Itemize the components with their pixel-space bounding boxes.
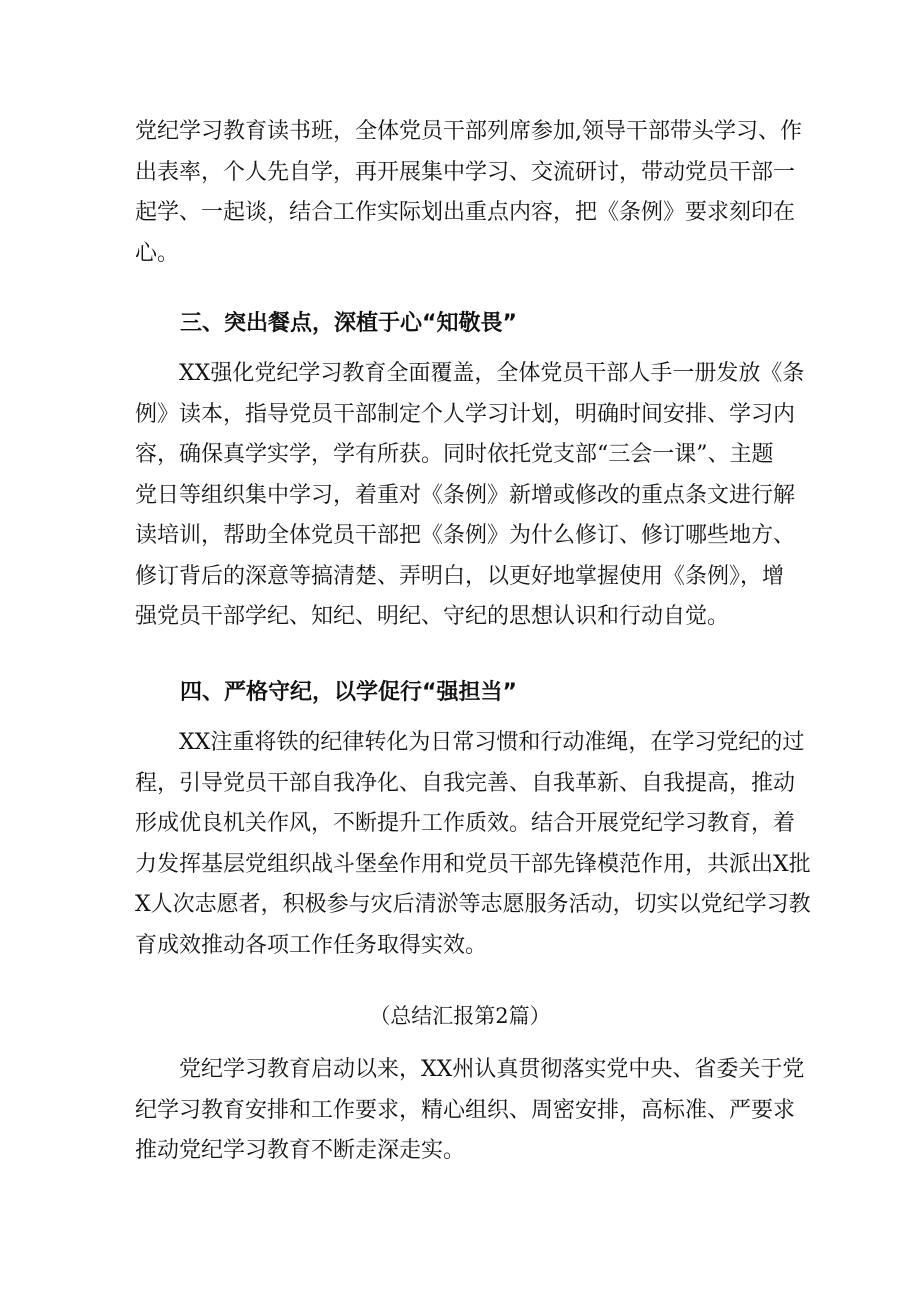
text-line: 强党员干部学纪、知纪、明纪、守纪的思想认识和行动自觉。 bbox=[135, 604, 730, 629]
text-line: 党纪学习教育读书班，全体党员干部列席参加,领导干部带头学习、作 bbox=[135, 119, 802, 144]
text-line: 心。 bbox=[135, 240, 180, 266]
text-line: 修订背后的深意等搞清楚、弄明白，以更好地掌握使用《条例》，增 bbox=[135, 563, 785, 589]
text-line: 育成效推动各项工作任务取得实效。 bbox=[135, 932, 488, 958]
text-line: XX强化党纪学习教育全面覆盖，全体党员干部人手一册发放《条 bbox=[179, 361, 805, 386]
intro-paragraph bbox=[135, 112, 802, 274]
text-line: 力发挥基层党组织战斗堡垒作用和党员干部先锋模范作用，共派出X批 bbox=[135, 851, 811, 877]
part-2-paragraph bbox=[135, 1050, 805, 1172]
section-4-heading: 四、严格守纪，以学促行“强担当” bbox=[180, 680, 517, 705]
text-line: 读培训，帮助全体党员干部把《条例》为什么修订、修订哪些地方、 bbox=[135, 523, 796, 548]
section-3-heading: 三、突出餐点，深植于心“知敬畏” bbox=[180, 311, 517, 336]
text-line: X人次志愿者，积极参与灾后清淤等志愿服务活动，切实以党纪学习教 bbox=[135, 892, 811, 917]
text-line: 党日等组织集中学习，着重对《条例》新增或修改的重点条文进行解 bbox=[135, 482, 796, 508]
text-line: XX注重将铁的纪律转化为日常习惯和行动准绳，在学习党纪的过 bbox=[179, 730, 805, 755]
part-2-title: （总结汇报第2篇） bbox=[369, 1004, 551, 1028]
text-line: 推动党纪学习教育不断走深走实。 bbox=[135, 1138, 466, 1163]
text-line: 纪学习教育安排和工作要求，精心组织、周密安排，高标准、严要求 bbox=[135, 1097, 796, 1123]
section-4-paragraph bbox=[135, 723, 811, 966]
text-line: 起学、一起谈，结合工作实际划出重点内容，把《条例》要求刻印在 bbox=[135, 200, 796, 225]
text-line: 程，引导党员干部自我净化、自我完善、自我革新、自我提高，推动 bbox=[135, 770, 796, 796]
section-3-paragraph bbox=[135, 354, 805, 638]
text-line: 党纪学习教育启动以来，XX州认真贯彻落实党中央、省委关于党 bbox=[179, 1057, 805, 1082]
text-line: 例》读本，指导党员干部制定个人学习计划，明确时间安排、学习内 bbox=[135, 401, 796, 427]
text-line: 出表率，个人先自学，再开展集中学习、交流研讨，带动党员干部一 bbox=[135, 159, 796, 185]
text-line: 形成优良机关作风，不断提升工作质效。结合开展党纪学习教育，着 bbox=[135, 811, 796, 836]
text-line: 容，确保真学实学，学有所获。同时依托党支部“三会一课”、主题 bbox=[135, 442, 774, 467]
